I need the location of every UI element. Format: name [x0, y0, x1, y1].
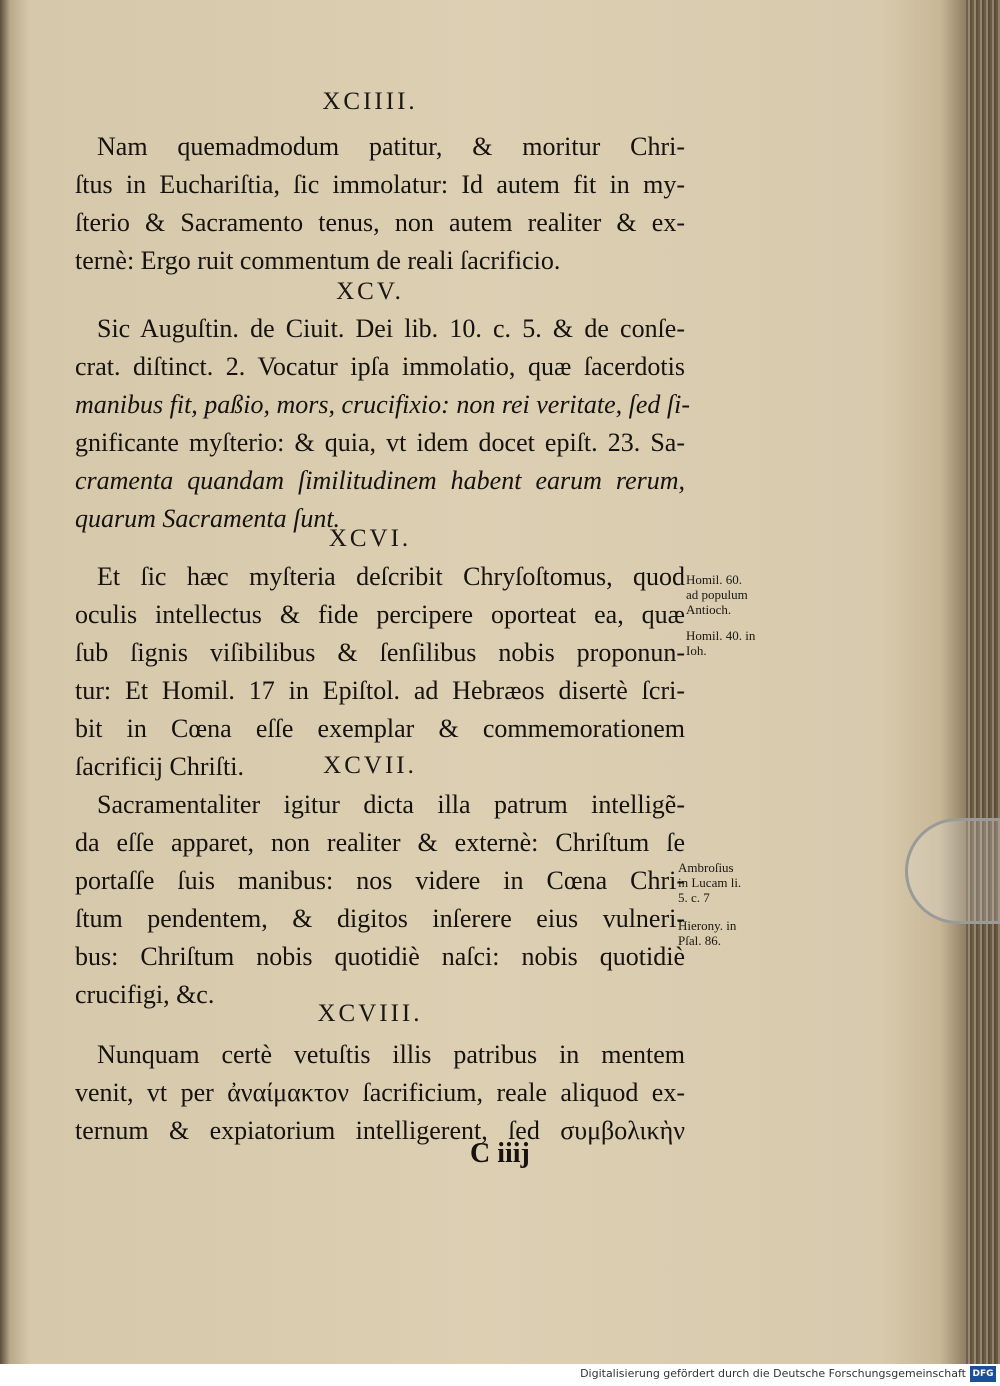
book-page-edges [966, 0, 1000, 1364]
margin-note-hierony [678, 918, 736, 948]
text-line: portaſſe ſuis manibus: nos videre in Cœna Chri- [75, 866, 685, 895]
text-line: ternum & expiatorium intelligerent, ſed συμβολικὴν [75, 1116, 685, 1145]
text-line: Et ſic hæc myſteria deſcribit Chryſoſtomus, quod [97, 562, 685, 591]
margin-note-line: Homil. 60. [686, 572, 742, 587]
text-line: oculis intellectus & fide percipere oporteat ea, quæ [75, 600, 685, 629]
dfg-logo-icon: DFG [970, 1366, 996, 1382]
section-number: XCIIII. [322, 88, 418, 115]
margin-note-line: Ioh. [686, 643, 707, 658]
margin-note-line: ad populum [686, 587, 748, 602]
text-line: venit, vt per ἀναίμακτον ſacrificium, reale aliquod ex- [75, 1078, 685, 1107]
text-line: ſtus in Euchariſtia, ſic immolatur: Id autem fit in my- [75, 170, 685, 199]
funding-notice: Digitalisierung gefördert durch die Deutsche Forschungsgemeinschaft [580, 1367, 966, 1380]
margin-note-line: Ambroſius [678, 860, 734, 875]
text-line: tur: Et Homil. 17 in Epiſtol. ad Hebræos disertè ſcri- [75, 676, 685, 705]
paragraph-xcviii [75, 1036, 685, 1156]
text-line: manibus fit, paßio, mors, crucifixio: non rei veritate, ſed ſi- [75, 390, 691, 419]
signature-mark: C iiij [470, 1138, 530, 1169]
text-line: gnificante myſterio: & quia, vt idem docet epiſt. 23. Sa- [75, 428, 685, 457]
margin-note-homil-60 [686, 572, 748, 617]
text-line: da eſſe apparet, non realiter & externè: Chriſtum ſe [75, 828, 685, 857]
margin-note-line: Pſal. 86. [678, 933, 721, 948]
paragraph-xcvii [75, 786, 685, 1016]
margin-note-line: Homil. 40. in [686, 628, 756, 643]
section-number: XCVIII. [317, 1000, 423, 1027]
margin-note-ambrosius [678, 860, 741, 905]
text-line: ſacrificij Chriſti. [75, 752, 244, 781]
section-number: XCVI. [328, 525, 412, 552]
text-line: ſub ſignis viſibilibus & ſenſilibus nobis proponun- [75, 638, 685, 667]
text-line: Sic Auguſtin. de Ciuit. Dei lib. 10. c. 5. & de conſe- [97, 314, 685, 343]
footer-bar [0, 1364, 1000, 1386]
text-line: ſterio & Sacramento tenus, non autem realiter & ex- [75, 208, 685, 237]
paragraph-xcv [75, 310, 691, 540]
margin-note-homil-40 [686, 628, 755, 658]
margin-note-line: Hierony. in [678, 918, 737, 933]
text-line: cramenta quandam ſimilitudinem habent earum rerum, [75, 466, 685, 495]
text-line: crat. diſtinct. 2. Vocatur ipſa immolatio, quæ ſacerdotis [75, 352, 685, 381]
text-line: crucifigi, &c. [75, 980, 215, 1009]
margin-note-line: Antioch. [686, 602, 732, 617]
paragraph-xciiii [75, 128, 685, 288]
section-number: XCVII. [323, 752, 417, 779]
text-line: bit in Cœna eſſe exemplar & commemorationem [75, 714, 685, 743]
text-line: Nam quemadmodum patitur, & moritur Chri- [97, 132, 685, 161]
margin-note-line: in Lucam li. [678, 875, 742, 890]
text-line: Sacramentaliter igitur dicta illa patrum intelligẽ- [97, 790, 685, 819]
section-number: XCV. [336, 278, 404, 305]
margin-note-line: 5. c. 7 [678, 890, 710, 905]
text-line: bus: Chriſtum nobis quotidiè naſci: nobis quotidiè [75, 942, 685, 971]
text-line: ſtum pendentem, & digitos inſerere eius vulneri- [75, 904, 685, 933]
text-line: Nunquam certè vetuſtis illis patribus in mentem [97, 1040, 685, 1069]
text-line: quarum Sacramenta ſunt. [75, 504, 341, 533]
page-clip-tab [905, 818, 1000, 924]
text-line: ternè: Ergo ruit commentum de reali ſacrificio. [75, 246, 561, 275]
